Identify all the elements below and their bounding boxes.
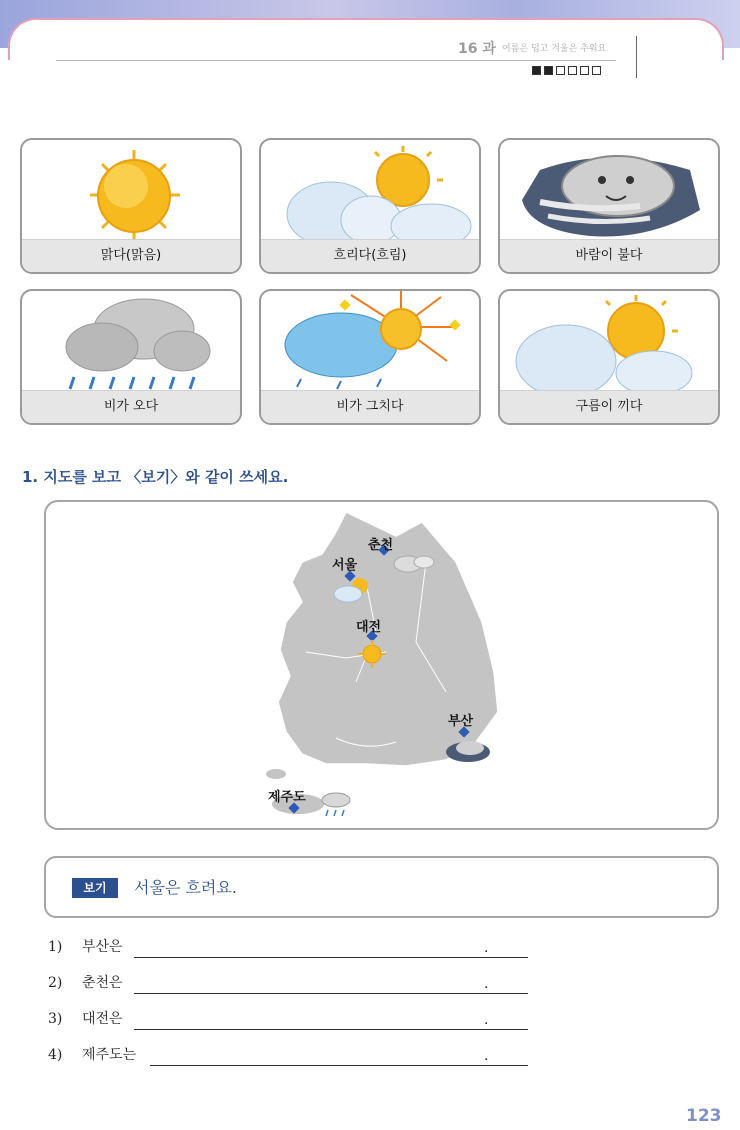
weather-card-sunny xyxy=(20,138,242,274)
period: . xyxy=(484,976,489,992)
progress-square xyxy=(568,66,577,75)
wind-icon xyxy=(500,140,720,246)
city-label-daejeon: 대전 xyxy=(356,620,382,635)
lesson-progress-indicator xyxy=(532,66,601,75)
item-prompt: 춘천은 xyxy=(82,975,123,991)
progress-square xyxy=(580,66,589,75)
city-label-jeju: 제주도 xyxy=(268,790,306,805)
item-prompt: 부산은 xyxy=(82,939,123,955)
weather-card-rain-stops xyxy=(259,289,481,425)
weather-card-cloudy xyxy=(259,138,481,274)
example-box xyxy=(44,856,719,918)
lesson-number: 16 과 xyxy=(458,41,496,57)
weather-label: 비가 그치다 xyxy=(261,390,479,423)
question-title: 1. 지도를 보고 〈보기〉와 같이 쓰세요. xyxy=(22,468,289,486)
item-number: 3) xyxy=(48,1011,63,1027)
weather-card-rain xyxy=(20,289,242,425)
weather-card-clouds-form xyxy=(498,289,720,425)
clouds-form-icon xyxy=(500,291,720,397)
answer-blank[interactable] xyxy=(134,1029,528,1030)
progress-square xyxy=(532,66,541,75)
lesson-title: 여름은 덥고 겨울은 추워요 xyxy=(502,44,607,54)
answer-item-1 xyxy=(48,936,489,956)
answer-blank[interactable] xyxy=(150,1065,528,1066)
item-number: 4) xyxy=(48,1047,63,1063)
city-label-seoul: 서울 xyxy=(332,558,358,573)
item-number: 1) xyxy=(48,939,63,955)
header-divider xyxy=(56,60,616,61)
page-number: 123 xyxy=(686,1106,722,1126)
answer-blank[interactable] xyxy=(134,957,528,958)
period: . xyxy=(484,1048,489,1064)
period: . xyxy=(484,940,489,956)
item-number: 2) xyxy=(48,975,63,991)
rain-stops-icon xyxy=(261,291,481,397)
weather-label: 맑다(맑음) xyxy=(22,239,240,272)
item-prompt: 제주도는 xyxy=(82,1047,137,1063)
weather-card-windy xyxy=(498,138,720,274)
weather-label: 비가 오다 xyxy=(22,390,240,423)
cloud-sun-icon xyxy=(261,140,481,246)
header-vertical-divider xyxy=(636,36,637,78)
period: . xyxy=(484,1012,489,1028)
rain-cloud-icon xyxy=(322,793,350,816)
weather-label: 구름이 끼다 xyxy=(500,390,718,423)
sun-icon xyxy=(22,140,242,246)
weather-label: 바람이 불다 xyxy=(500,239,718,272)
progress-square xyxy=(556,66,565,75)
rain-cloud-icon xyxy=(22,291,242,397)
answer-item-3 xyxy=(48,1008,489,1028)
weather-label: 흐리다(흐림) xyxy=(261,239,479,272)
answer-blank[interactable] xyxy=(134,993,528,994)
progress-square xyxy=(592,66,601,75)
korea-weather-map xyxy=(44,500,719,830)
answer-item-4 xyxy=(48,1044,489,1064)
example-sentence: 서울은 흐려요. xyxy=(134,878,237,897)
city-label-chuncheon: 춘천 xyxy=(368,538,394,553)
progress-square xyxy=(544,66,553,75)
item-prompt: 대전은 xyxy=(82,1011,123,1027)
example-tag: 보기 xyxy=(72,878,118,898)
answer-item-2 xyxy=(48,972,489,992)
city-label-busan: 부산 xyxy=(448,714,474,729)
